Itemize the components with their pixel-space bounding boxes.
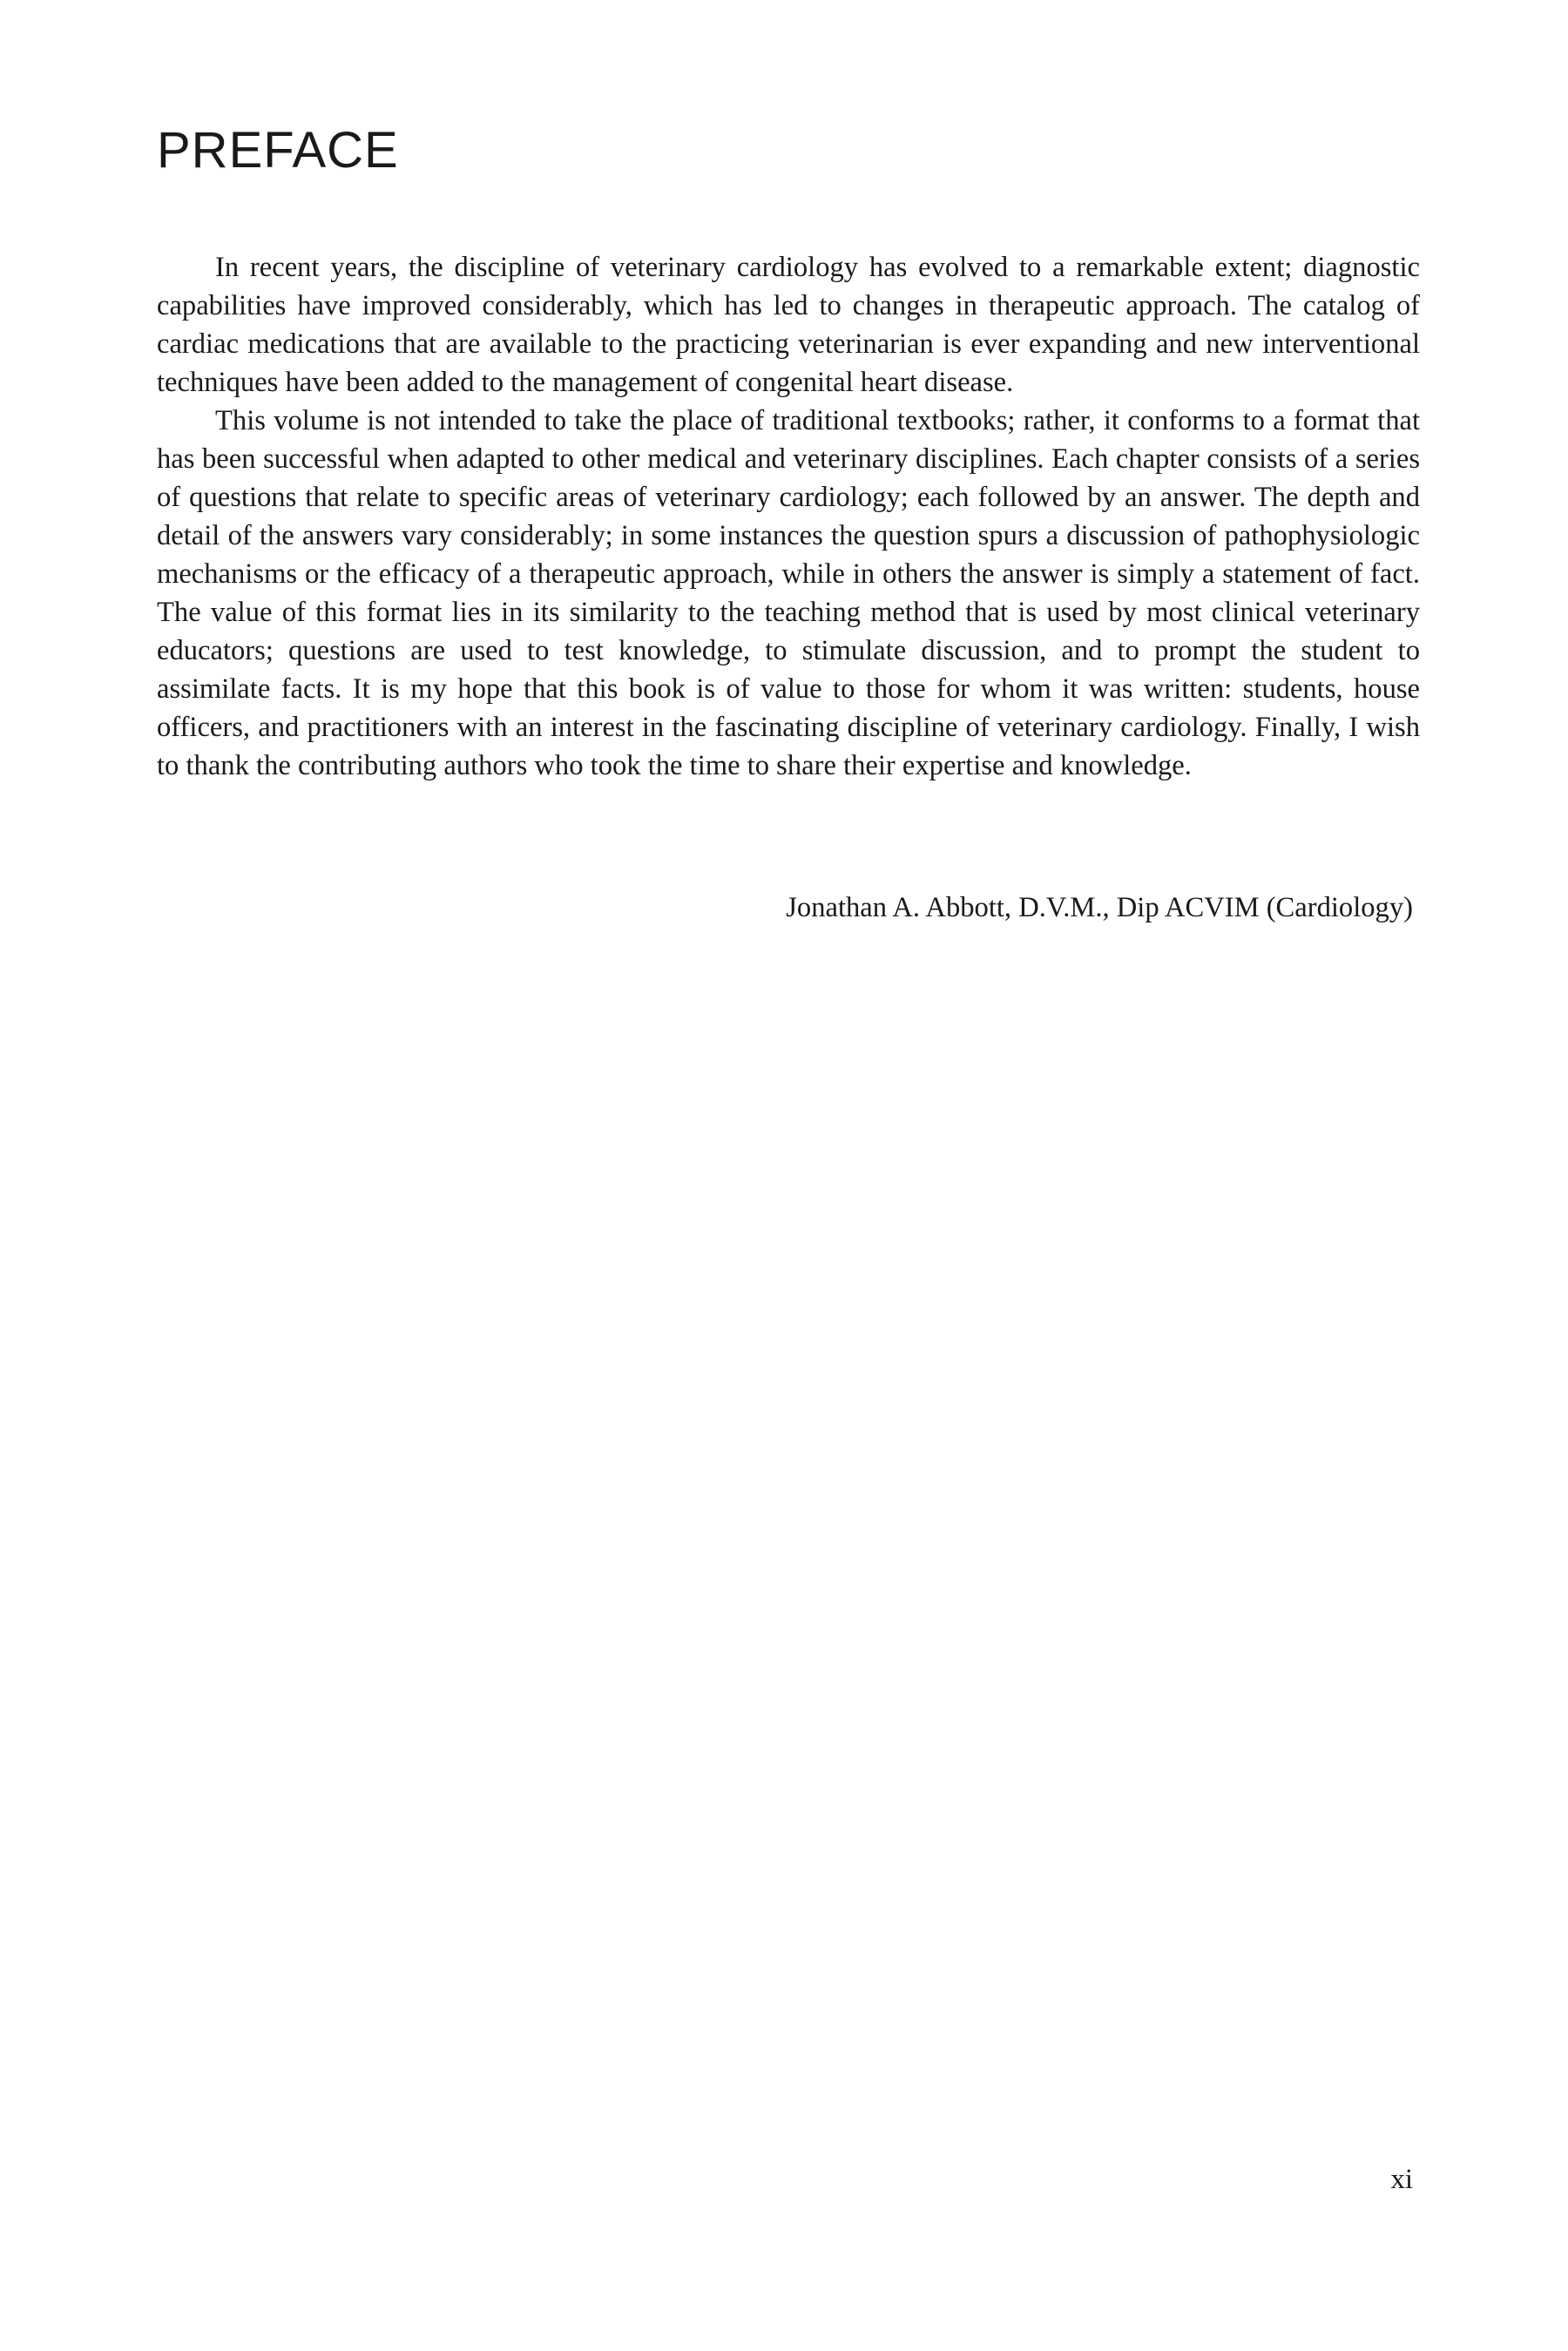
author-signature: Jonathan A. Abbott, D.V.M., Dip ACVIM (Cardiology) [786, 892, 1413, 923]
page-title: PREFACE [157, 122, 399, 179]
paragraph-purpose: This volume is not intended to take the place of traditional textbooks; rather, it conforms to a format that has been successful when adapted to other medical and veterinary disciplines. Each chapter consists of a series of questions that relate to specific areas of veterinary cardiology; each followed by an answer. The depth and detail of the answers vary considerably; in some instances the question spurs a discussion of pathophysiologic mechanisms or the efficacy of a therapeutic approach, while in others the answer is simply a statement of fact. The value of this format lies in its similarity to the teaching method that is used by most clinical veterinary educators; questions are used to test knowledge, to stimulate discussion, and to prompt the student to assimilate facts. It is my hope that this book is of value to those for whom it was written: students, house officers, and practitioners with an interest in the fascinating discipline of veterinary cardiology. Finally, I wish to thank the contributing authors who took the time to share their expertise and knowledge. [157, 405, 1420, 781]
paragraph-intro: In recent years, the discipline of veterinary cardiology has evolved to a remarkable extent; diagnostic capabilities have improved considerably, which has led to changes in therapeutic approach. The catalog of cardiac medications that are available to the practicing veterinarian is ever expanding and new interventional techniques have been added to the management of congenital heart disease. [157, 252, 1420, 398]
preface-body [157, 248, 1420, 785]
page-number: xi [1390, 2164, 1413, 2195]
